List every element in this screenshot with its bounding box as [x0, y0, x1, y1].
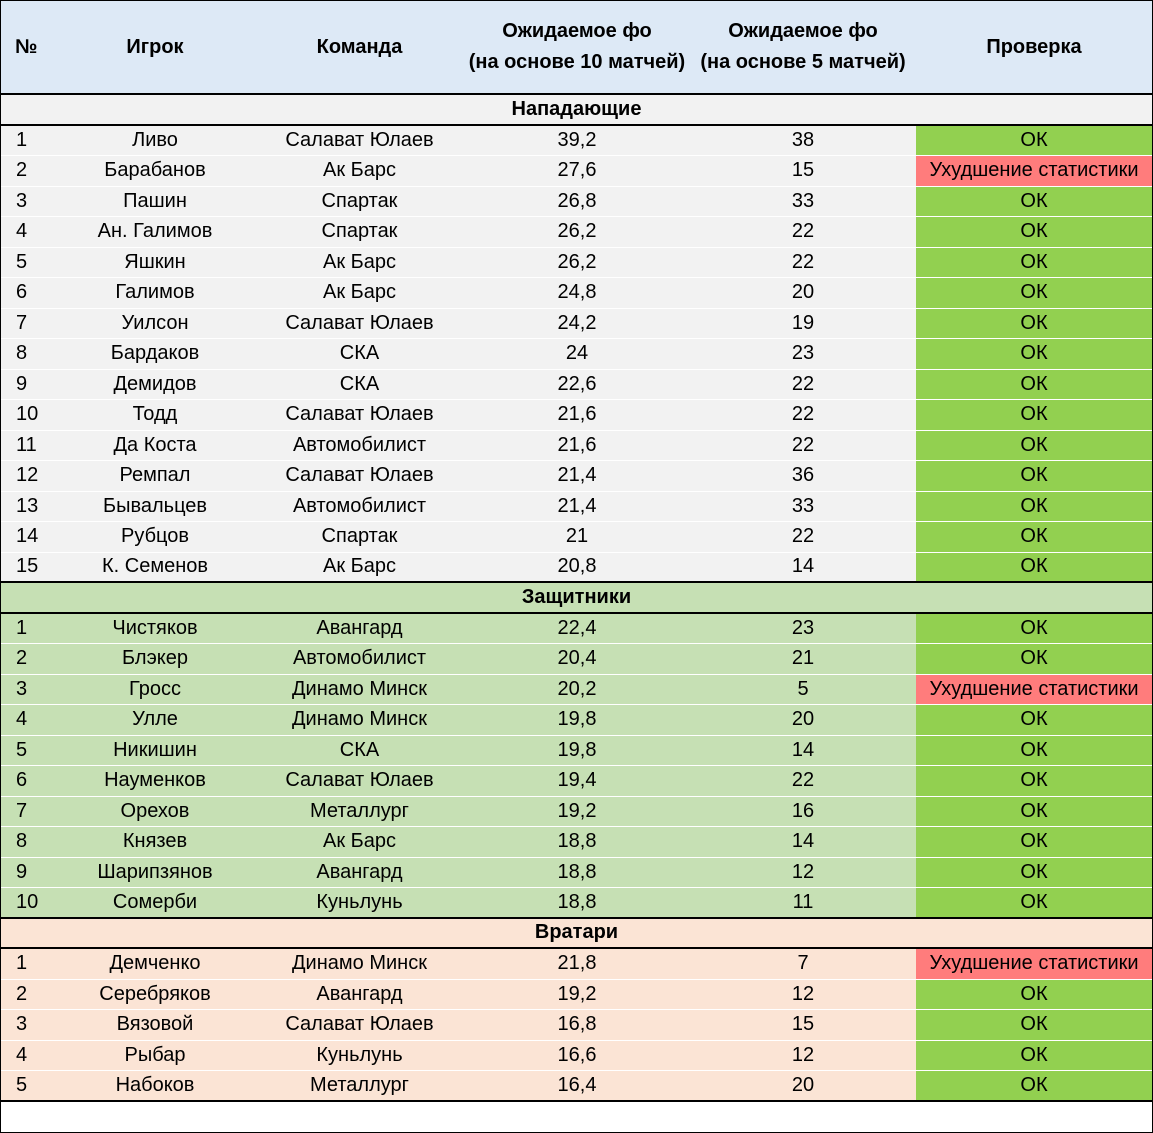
cell-expected-10[interactable]: 20,4 [464, 644, 690, 675]
cell-team[interactable]: Авангард [255, 858, 464, 889]
cell-check[interactable]: ОК [916, 797, 1152, 828]
cell-number[interactable]: 13 [1, 492, 55, 523]
cell-expected-10[interactable]: 19,4 [464, 766, 690, 797]
cell-expected-5[interactable]: 38 [690, 126, 916, 157]
cell-expected-10[interactable]: 22,6 [464, 370, 690, 401]
cell-player[interactable]: Рубцов [55, 522, 255, 553]
cell-player[interactable]: Серебряков [55, 980, 255, 1011]
cell-check[interactable]: ОК [916, 827, 1152, 858]
cell-player[interactable]: Барабанов [55, 156, 255, 187]
cell-team[interactable]: СКА [255, 339, 464, 370]
cell-expected-10[interactable]: 26,2 [464, 217, 690, 248]
cell-number[interactable]: 9 [1, 370, 55, 401]
cell-team[interactable]: Куньлунь [255, 888, 464, 919]
cell-number[interactable]: 6 [1, 766, 55, 797]
cell-team[interactable]: Салават Юлаев [255, 309, 464, 340]
cell-check[interactable]: ОК [916, 370, 1152, 401]
cell-player[interactable]: Уилсон [55, 309, 255, 340]
cell-number[interactable]: 9 [1, 858, 55, 889]
cell-team[interactable]: Ак Барс [255, 553, 464, 584]
cell-check[interactable]: Ухудшение статистики [916, 949, 1152, 980]
cell-expected-10[interactable]: 24,2 [464, 309, 690, 340]
cell-expected-10[interactable]: 24 [464, 339, 690, 370]
cell-number[interactable]: 7 [1, 309, 55, 340]
cell-expected-5[interactable]: 15 [690, 1010, 916, 1041]
cell-check[interactable]: ОК [916, 980, 1152, 1011]
cell-number[interactable]: 4 [1, 1041, 55, 1072]
cell-team[interactable]: Салават Юлаев [255, 766, 464, 797]
cell-player[interactable]: Ливо [55, 126, 255, 157]
cell-player[interactable]: Гросс [55, 675, 255, 706]
cell-team[interactable]: Салават Юлаев [255, 400, 464, 431]
cell-expected-10[interactable]: 21,8 [464, 949, 690, 980]
cell-player[interactable]: Пашин [55, 187, 255, 218]
cell-team[interactable]: Динамо Минск [255, 949, 464, 980]
cell-expected-5[interactable]: 33 [690, 492, 916, 523]
header-expected-10[interactable]: Ожидаемое фо (на основе 10 матчей) [464, 1, 690, 95]
cell-expected-10[interactable]: 16,6 [464, 1041, 690, 1072]
cell-team[interactable]: Салават Юлаев [255, 1010, 464, 1041]
cell-player[interactable]: Ан. Галимов [55, 217, 255, 248]
cell-check[interactable]: ОК [916, 126, 1152, 157]
cell-player[interactable]: Чистяков [55, 614, 255, 645]
cell-expected-5[interactable]: 23 [690, 339, 916, 370]
cell-check[interactable]: ОК [916, 187, 1152, 218]
cell-check[interactable]: ОК [916, 1071, 1152, 1102]
cell-expected-10[interactable]: 24,8 [464, 278, 690, 309]
cell-expected-5[interactable]: 12 [690, 1041, 916, 1072]
cell-check[interactable]: ОК [916, 400, 1152, 431]
section-header[interactable]: Защитники [1, 583, 1152, 614]
cell-team[interactable]: Спартак [255, 187, 464, 218]
cell-team[interactable]: Автомобилист [255, 431, 464, 462]
cell-team[interactable]: Ак Барс [255, 156, 464, 187]
cell-check[interactable]: ОК [916, 553, 1152, 584]
cell-check[interactable]: Ухудшение статистики [916, 675, 1152, 706]
cell-check[interactable]: ОК [916, 705, 1152, 736]
cell-player[interactable]: Бардаков [55, 339, 255, 370]
cell-team[interactable]: СКА [255, 736, 464, 767]
cell-team[interactable]: Динамо Минск [255, 705, 464, 736]
cell-expected-10[interactable]: 19,2 [464, 797, 690, 828]
cell-number[interactable]: 8 [1, 827, 55, 858]
cell-team[interactable]: Авангард [255, 980, 464, 1011]
cell-check[interactable]: ОК [916, 614, 1152, 645]
cell-player[interactable]: К. Семенов [55, 553, 255, 584]
cell-number[interactable]: 4 [1, 217, 55, 248]
cell-expected-10[interactable]: 18,8 [464, 858, 690, 889]
cell-player[interactable]: Набоков [55, 1071, 255, 1102]
cell-check[interactable]: ОК [916, 431, 1152, 462]
cell-team[interactable]: Металлург [255, 797, 464, 828]
cell-team[interactable]: Салават Юлаев [255, 461, 464, 492]
cell-expected-10[interactable]: 20,2 [464, 675, 690, 706]
section-header[interactable]: Нападающие [1, 95, 1152, 126]
cell-expected-10[interactable]: 21,6 [464, 400, 690, 431]
cell-player[interactable]: Яшкин [55, 248, 255, 279]
cell-number[interactable]: 11 [1, 431, 55, 462]
cell-expected-10[interactable]: 16,8 [464, 1010, 690, 1041]
cell-check[interactable]: ОК [916, 644, 1152, 675]
cell-number[interactable]: 8 [1, 339, 55, 370]
cell-player[interactable]: Науменков [55, 766, 255, 797]
cell-team[interactable]: Спартак [255, 522, 464, 553]
cell-expected-10[interactable]: 21 [464, 522, 690, 553]
cell-player[interactable]: Галимов [55, 278, 255, 309]
cell-expected-5[interactable]: 36 [690, 461, 916, 492]
cell-expected-10[interactable]: 16,4 [464, 1071, 690, 1102]
cell-player[interactable]: Блэкер [55, 644, 255, 675]
cell-number[interactable]: 1 [1, 949, 55, 980]
cell-team[interactable]: Ак Барс [255, 827, 464, 858]
cell-expected-5[interactable]: 19 [690, 309, 916, 340]
cell-team[interactable]: Авангард [255, 614, 464, 645]
cell-expected-5[interactable]: 16 [690, 797, 916, 828]
cell-check[interactable]: ОК [916, 1041, 1152, 1072]
cell-number[interactable]: 1 [1, 614, 55, 645]
cell-number[interactable]: 3 [1, 1010, 55, 1041]
cell-expected-5[interactable]: 14 [690, 736, 916, 767]
cell-team[interactable]: Ак Барс [255, 248, 464, 279]
cell-check[interactable]: ОК [916, 217, 1152, 248]
cell-expected-5[interactable]: 22 [690, 217, 916, 248]
cell-expected-10[interactable]: 22,4 [464, 614, 690, 645]
cell-number[interactable]: 10 [1, 888, 55, 919]
cell-check[interactable]: ОК [916, 248, 1152, 279]
cell-number[interactable]: 12 [1, 461, 55, 492]
cell-team[interactable]: Автомобилист [255, 644, 464, 675]
cell-expected-5[interactable]: 22 [690, 248, 916, 279]
cell-team[interactable]: Ак Барс [255, 278, 464, 309]
cell-player[interactable]: Бывальцев [55, 492, 255, 523]
cell-expected-10[interactable]: 18,8 [464, 827, 690, 858]
cell-check[interactable]: ОК [916, 888, 1152, 919]
header-player[interactable]: Игрок [55, 1, 255, 95]
cell-expected-5[interactable]: 23 [690, 614, 916, 645]
cell-expected-5[interactable]: 14 [690, 553, 916, 584]
cell-player[interactable]: Улле [55, 705, 255, 736]
cell-expected-10[interactable]: 20,8 [464, 553, 690, 584]
cell-expected-5[interactable]: 12 [690, 858, 916, 889]
cell-check[interactable]: ОК [916, 766, 1152, 797]
header-number[interactable]: № [1, 1, 55, 95]
cell-number[interactable]: 5 [1, 248, 55, 279]
cell-expected-10[interactable]: 39,2 [464, 126, 690, 157]
cell-team[interactable]: Металлург [255, 1071, 464, 1102]
header-check[interactable]: Проверка [916, 1, 1152, 95]
cell-expected-5[interactable]: 22 [690, 766, 916, 797]
cell-expected-10[interactable]: 26,2 [464, 248, 690, 279]
cell-expected-5[interactable]: 20 [690, 1071, 916, 1102]
cell-player[interactable]: Тодд [55, 400, 255, 431]
cell-number[interactable]: 4 [1, 705, 55, 736]
cell-number[interactable]: 1 [1, 126, 55, 157]
cell-number[interactable]: 2 [1, 644, 55, 675]
cell-number[interactable]: 14 [1, 522, 55, 553]
cell-player[interactable]: Да Коста [55, 431, 255, 462]
cell-check[interactable]: ОК [916, 736, 1152, 767]
cell-expected-5[interactable]: 20 [690, 278, 916, 309]
section-header[interactable]: Вратари [1, 919, 1152, 950]
cell-expected-5[interactable]: 21 [690, 644, 916, 675]
cell-player[interactable]: Демченко [55, 949, 255, 980]
cell-expected-5[interactable]: 5 [690, 675, 916, 706]
cell-number[interactable]: 5 [1, 1071, 55, 1102]
cell-team[interactable]: Спартак [255, 217, 464, 248]
cell-number[interactable]: 5 [1, 736, 55, 767]
cell-expected-5[interactable]: 22 [690, 522, 916, 553]
cell-expected-10[interactable]: 27,6 [464, 156, 690, 187]
cell-check[interactable]: ОК [916, 339, 1152, 370]
cell-check[interactable]: ОК [916, 309, 1152, 340]
cell-check[interactable]: ОК [916, 522, 1152, 553]
header-team[interactable]: Команда [255, 1, 464, 95]
cell-number[interactable]: 10 [1, 400, 55, 431]
cell-number[interactable]: 3 [1, 675, 55, 706]
cell-number[interactable]: 7 [1, 797, 55, 828]
cell-number[interactable]: 6 [1, 278, 55, 309]
cell-expected-10[interactable]: 19,8 [464, 736, 690, 767]
cell-expected-10[interactable]: 21,6 [464, 431, 690, 462]
header-expected-5[interactable]: Ожидаемое фо (на основе 5 матчей) [690, 1, 916, 95]
cell-check[interactable]: ОК [916, 461, 1152, 492]
cell-expected-5[interactable]: 7 [690, 949, 916, 980]
cell-expected-10[interactable]: 26,8 [464, 187, 690, 218]
cell-player[interactable]: Никишин [55, 736, 255, 767]
cell-team[interactable]: Автомобилист [255, 492, 464, 523]
cell-expected-10[interactable]: 19,2 [464, 980, 690, 1011]
cell-expected-5[interactable]: 22 [690, 431, 916, 462]
cell-number[interactable]: 2 [1, 156, 55, 187]
cell-player[interactable]: Демидов [55, 370, 255, 401]
cell-number[interactable]: 15 [1, 553, 55, 584]
cell-number[interactable]: 3 [1, 187, 55, 218]
cell-check[interactable]: ОК [916, 1010, 1152, 1041]
cell-check[interactable]: Ухудшение статистики [916, 156, 1152, 187]
cell-team[interactable]: СКА [255, 370, 464, 401]
cell-expected-10[interactable]: 21,4 [464, 492, 690, 523]
cell-expected-5[interactable]: 33 [690, 187, 916, 218]
cell-expected-10[interactable]: 18,8 [464, 888, 690, 919]
cell-expected-10[interactable]: 21,4 [464, 461, 690, 492]
cell-player[interactable]: Сомерби [55, 888, 255, 919]
cell-expected-10[interactable]: 19,8 [464, 705, 690, 736]
cell-expected-5[interactable]: 20 [690, 705, 916, 736]
cell-expected-5[interactable]: 22 [690, 370, 916, 401]
cell-check[interactable]: ОК [916, 278, 1152, 309]
cell-player[interactable]: Вязовой [55, 1010, 255, 1041]
cell-expected-5[interactable]: 22 [690, 400, 916, 431]
cell-team[interactable]: Динамо Минск [255, 675, 464, 706]
cell-expected-5[interactable]: 12 [690, 980, 916, 1011]
cell-expected-5[interactable]: 14 [690, 827, 916, 858]
cell-team[interactable]: Куньлунь [255, 1041, 464, 1072]
cell-check[interactable]: ОК [916, 492, 1152, 523]
cell-team[interactable]: Салават Юлаев [255, 126, 464, 157]
cell-check[interactable]: ОК [916, 858, 1152, 889]
cell-player[interactable]: Шарипзянов [55, 858, 255, 889]
cell-expected-5[interactable]: 15 [690, 156, 916, 187]
cell-player[interactable]: Орехов [55, 797, 255, 828]
cell-player[interactable]: Ремпал [55, 461, 255, 492]
cell-player[interactable]: Рыбар [55, 1041, 255, 1072]
cell-number[interactable]: 2 [1, 980, 55, 1011]
cell-player[interactable]: Князев [55, 827, 255, 858]
cell-expected-5[interactable]: 11 [690, 888, 916, 919]
